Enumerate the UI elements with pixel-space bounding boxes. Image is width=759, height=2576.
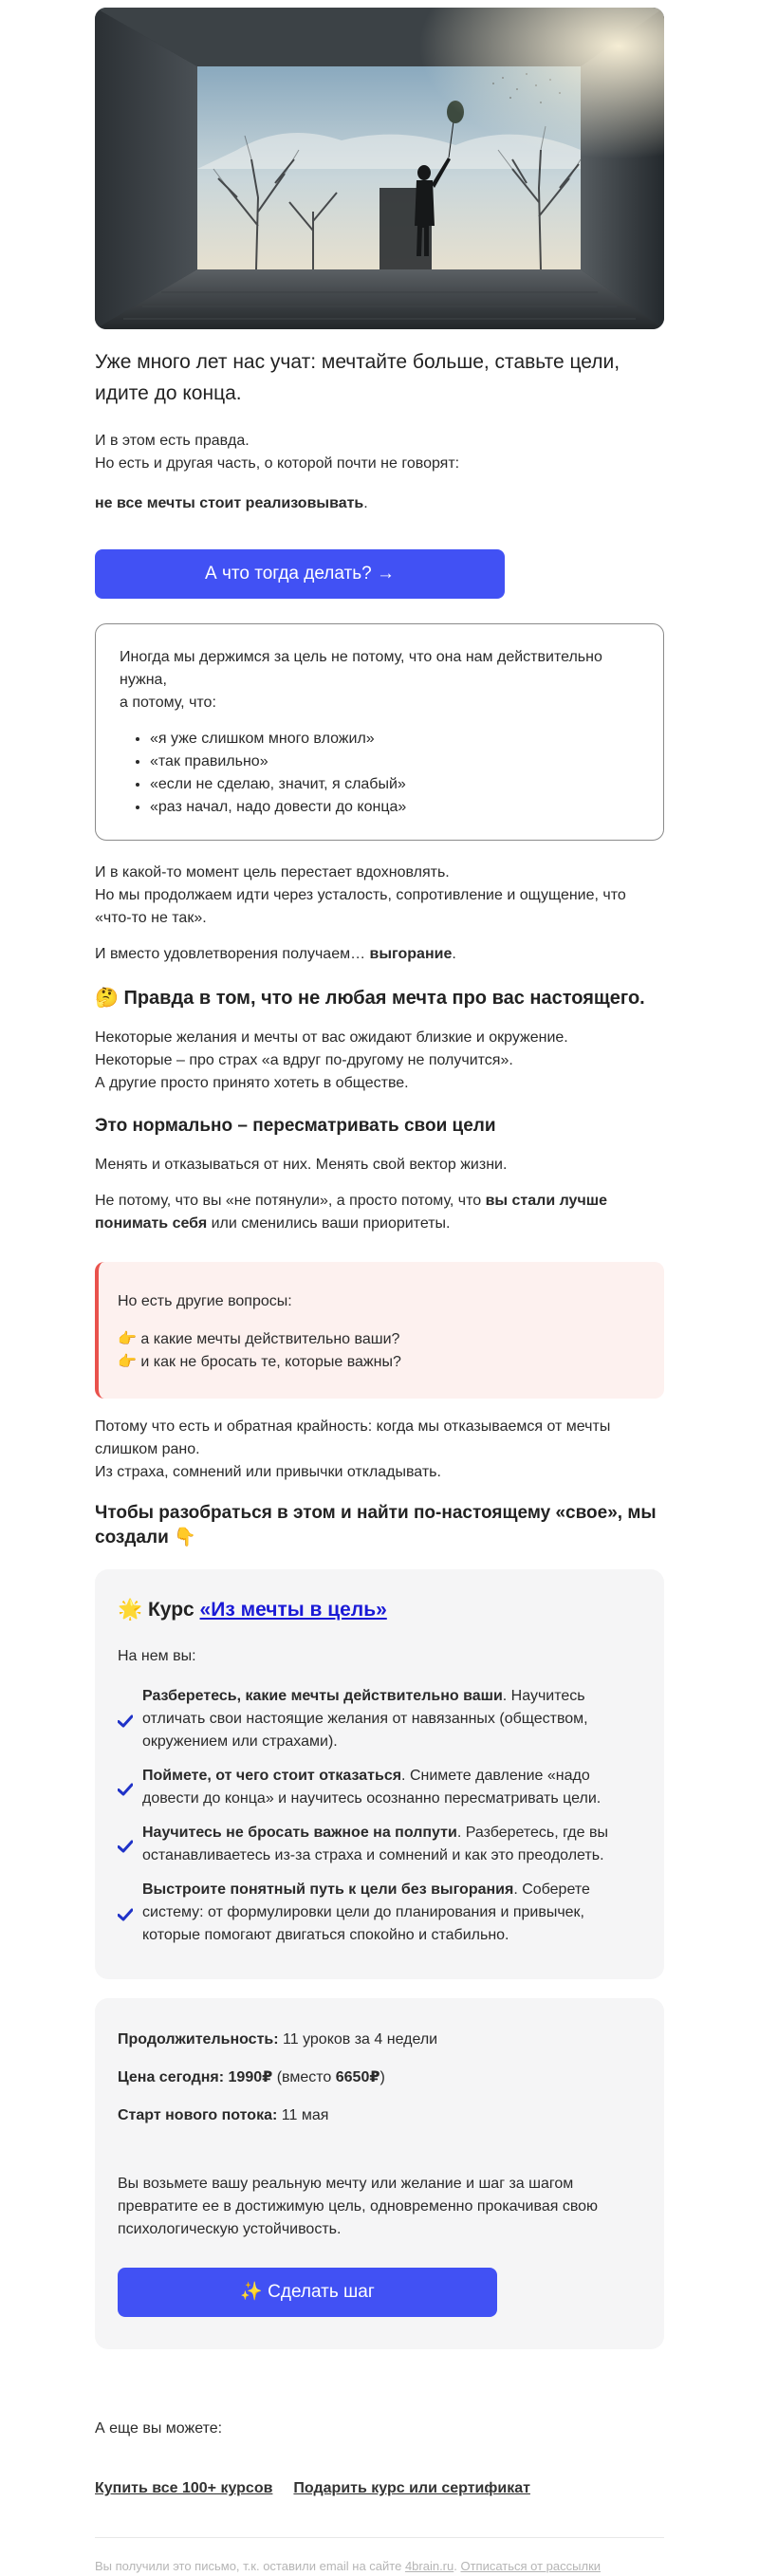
note-intro: Но есть другие вопросы: (118, 1293, 292, 1309)
list-item: • «раз начал, надо довести до конца» (150, 796, 640, 819)
gift-course-link[interactable]: Подарить курс или сертификат (293, 2480, 530, 2496)
note-question: 👉 и как не бросать те, которые важны? (118, 1354, 401, 1370)
course-benefit: Научитесь не бросать важное на полпути. Разберетесь, где вы останавливаетесь из-за страха и сомнений и как это преодолеть. (118, 1822, 641, 1867)
check-icon (118, 1769, 133, 1810)
hero-illustration (95, 8, 664, 329)
course-link[interactable]: «Из мечты в цель» (199, 1599, 387, 1621)
more-options-text: А еще вы можете: (95, 2420, 223, 2437)
price-line: Цена сегодня: 1990₽ (вместо 6650₽) (118, 2069, 385, 2085)
footer-divider (95, 2537, 664, 2538)
check-icon (118, 1882, 133, 1947)
intro-line: Но есть и другая часть, о которой почти не говорят: (95, 455, 460, 472)
paragraph: Некоторые – про страх «а вдруг по-другому не получится». (95, 1052, 513, 1068)
course-info-card (95, 1998, 664, 2349)
paragraph: Менять и отказываться от них. Менять свой вектор жизни. (95, 1157, 508, 1173)
truth-heading: 🤔 Правда в том, что не любая мечта про вас настоящего. (95, 988, 645, 1009)
course-intro: На нем вы: (118, 1648, 196, 1664)
course-benefit: Разберетесь, какие мечты действительно ваши. Научитесь отличать свои настоящие желания от навязанных (обществом, окружением или страхами). (118, 1685, 641, 1753)
reasons-list (120, 728, 640, 819)
questions-note (95, 1262, 664, 1399)
paragraph: Не потому, что вы «не потянули», а просто потому, что вы стали лучше понимать себя или сменились ваши приоритеты. (95, 1193, 607, 1232)
duration-line: Продолжительность: 11 уроков за 4 недели (118, 2031, 438, 2048)
paragraph: А другие просто принято хотеть в обществе. (95, 1075, 409, 1091)
course-title: 🌟 Курс «Из мечты в цель» (118, 1599, 387, 1621)
footer-links (95, 2480, 664, 2497)
lead-text: Уже много лет нас учат: мечтайте больше, ставьте цели, идите до конца. (95, 351, 620, 404)
buy-all-courses-link[interactable]: Купить все 100+ курсов (95, 2480, 273, 2496)
paragraph: Потому что есть и обратная крайность: когда мы отказываемся от мечты слишком рано. (95, 1418, 611, 1457)
burnout-line: И вместо удовлетворения получаем… выгорание. (95, 946, 456, 962)
site-link[interactable]: 4brain.ru (404, 2559, 454, 2573)
check-icon (118, 1689, 133, 1753)
what-to-do-button[interactable]: А что тогда делать? → (95, 549, 505, 599)
normal-heading: Это нормально – пересматривать свои цели (95, 1116, 496, 1136)
list-item: • «так правильно» (150, 751, 640, 773)
paragraph: Но мы продолжаем идти через усталость, сопротивление и ощущение, что «что-то не так». (95, 887, 626, 926)
email-body (95, 0, 664, 2576)
reasons-intro: Иногда мы держимся за цель не потому, что она нам действительно нужна, (120, 649, 602, 688)
course-intro-heading: Чтобы разобраться в этом и найти по-настоящему «свое», мы создали 👇 (95, 1503, 657, 1547)
paragraph: Из страха, сомнений или привычки откладывать. (95, 1464, 441, 1480)
paragraph: Некоторые желания и мечты от вас ожидают близкие и окружение. (95, 1029, 568, 1046)
paragraph: И в какой-то момент цель перестает вдохновлять. (95, 864, 450, 880)
note-question: 👉 а какие мечты действительно ваши? (118, 1331, 400, 1347)
legal-text: Вы получили это письмо, т.к. оставили email на сайте 4brain.ru. Отписаться от рассылки (95, 2559, 602, 2573)
list-item: • «я уже слишком много вложил» (150, 728, 640, 751)
check-icon (118, 1825, 133, 1867)
start-line: Старт нового потока: 11 мая (118, 2107, 329, 2123)
list-item: • «если не сделаю, значит, я слабый» (150, 773, 640, 796)
reasons-intro: а потому, что: (120, 695, 216, 711)
take-step-button[interactable]: ✨ Сделать шаг (118, 2268, 497, 2317)
course-pitch: Вы возьмете вашу реальную мечту или желание и шаг за шагом превратите ее в достижимую цель, одновременно прокачивая свою психологическую устойчивость. (118, 2176, 599, 2237)
intro-line: И в этом есть правда. (95, 433, 250, 449)
reasons-box (95, 623, 664, 841)
unsubscribe-link[interactable]: Отписаться от рассылки (460, 2559, 602, 2573)
course-benefit: Выстроите понятный путь к цели без выгорания. Соберете систему: от формулировки цели до планирования и привычек, которые помогают двигаться спокойно и стабильно. (118, 1879, 641, 1947)
intro-bold-line: не все мечты стоит реализовывать. (95, 495, 368, 511)
course-benefit: Поймете, от чего стоит отказаться. Снимете давление «надо довести до конца» и научитесь осознанно пересматривать цели. (118, 1765, 641, 1810)
course-card (95, 1569, 664, 1979)
